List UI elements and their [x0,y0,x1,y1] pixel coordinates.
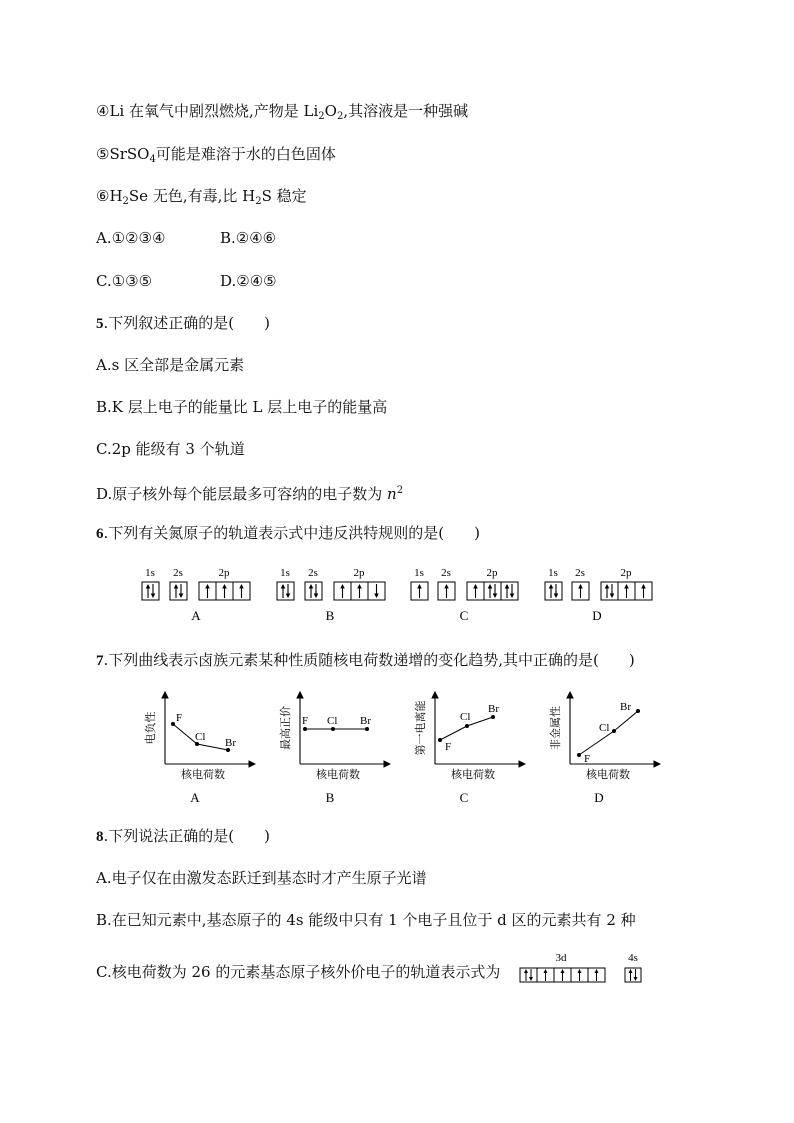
q6-diagram-a [142,567,250,623]
q6-diagram-b [277,567,385,623]
q7-a-xlabel: 核电荷数 [181,768,225,781]
q7-d-ylabel: 非金属性 [549,706,562,750]
q5-option-c[interactable]: C.2p 能级有 3 个轨道 [96,440,245,458]
q6-c-label-2p: 2p [486,567,498,579]
q6-diagram-d [545,567,652,623]
q5-stem: 5.下列叙述正确的是( ) [96,314,270,332]
q6-b-label-2s: 2s [308,567,318,579]
q7-option-c-label: C [459,790,469,805]
q7-chart-d [548,692,660,805]
q8-4s-box [625,968,641,982]
q6-diagram-c [411,567,518,623]
q7-a-point-cl: Cl [195,731,206,743]
q7-b-xlabel: 核电荷数 [316,768,360,781]
q6-d-label-2s: 2s [575,567,585,579]
q6-stem: 6.下列有关氮原子的轨道表示式中违反洪特规则的是( ) [96,524,480,542]
q7-b-point-br: Br [360,715,371,727]
q4-option-c[interactable]: C.①③⑤ [96,272,153,290]
q6-orbital-diagrams [130,560,670,630]
q6-option-d-label: D [592,608,602,623]
q6-option-b-label: B [325,608,335,623]
q4-option-b[interactable]: B.②④⑥ [220,229,277,247]
q8-label-4s: 4s [628,952,638,964]
q7-a-point-f: F [176,712,183,724]
q7-option-b-label: B [325,790,335,805]
q7-c-ylabel: 第一电离能 [414,700,427,756]
q6-c-label-2s: 2s [441,567,451,579]
q7-option-d-label: D [594,790,604,805]
q7-c-point-cl: Cl [460,711,471,723]
q7-b-point-f: F [302,715,309,727]
q7-c-point-br: Br [488,703,499,715]
q7-chart-b [278,692,390,805]
q7-chart-a [143,692,255,805]
q7-option-a-label: A [190,790,200,805]
q6-b-label-2p: 2p [353,567,365,579]
q7-a-point-br: Br [225,737,236,749]
q6-a-label-1s: 1s [145,567,155,579]
q7-stem: 7.下列曲线表示卤族元素某种性质随核电荷数递增的变化趋势,其中正确的是( ) [96,651,635,669]
statement-5: ⑤SrSO$_4$可能是难溶于水的白色固体 [96,145,336,165]
q6-a-label-2s: 2s [173,567,183,579]
q5-option-b[interactable]: B.K 层上电子的能量比 L 层上电子的能量高 [96,398,388,416]
q6-d-label-1s: 1s [548,567,558,579]
q8-option-c[interactable]: C.核电荷数为 26 的元素基态原子核外价电子的轨道表示式为 [96,963,501,981]
q7-b-ylabel: 最高正价 [279,706,292,750]
q6-b-label-1s: 1s [280,567,290,579]
q6-option-c-label: C [459,608,469,623]
statement-6: $⑥H_2Se$ 无色,有毒,比 $H_2S$ 稳定 [96,187,307,207]
q8-option-a[interactable]: A.电子仅在由激发态跃迁到基态时才产生原子光谱 [96,869,427,887]
q7-b-point-cl: Cl [327,715,338,727]
q7-c-point-f: F [445,741,452,753]
q7-a-ylabel: 电负性 [144,711,157,745]
q7-trend-charts [140,684,680,810]
q8-stem: 8.下列说法正确的是( ) [96,827,270,845]
q5-option-a[interactable]: A.s 区全部是金属元素 [96,356,245,374]
q7-d-point-br: Br [620,701,631,713]
q7-chart-c [413,692,525,805]
q8-valence-orbital-diagram [516,950,650,990]
q6-option-a-label: A [191,608,201,623]
q6-c-label-1s: 1s [414,567,424,579]
q5-option-d[interactable]: D.原子核外每个能层最多可容纳的电子数为 $n^2$ [96,485,404,503]
q7-d-point-cl: Cl [599,722,610,734]
statement-4: ④Li 在氧气中剧烈燃烧,产物是 $Li_2O_2$,其溶液是一种强碱 [96,102,469,122]
q4-option-a[interactable]: A.①②③④ [96,229,166,247]
q7-d-xlabel: 核电荷数 [586,768,630,781]
q6-d-label-2p: 2p [620,567,632,579]
q6-a-label-2p: 2p [218,567,230,579]
q8-label-3d: 3d [555,952,567,964]
q7-c-xlabel: 核电荷数 [451,768,495,781]
q8-option-b[interactable]: B.在已知元素中,基态原子的 4s 能级中只有 1 个电子且位于 d 区的元素共有 2 种 [96,911,636,929]
q7-d-point-f: F [584,753,591,765]
q4-option-d[interactable]: D.②④⑤ [220,272,277,290]
